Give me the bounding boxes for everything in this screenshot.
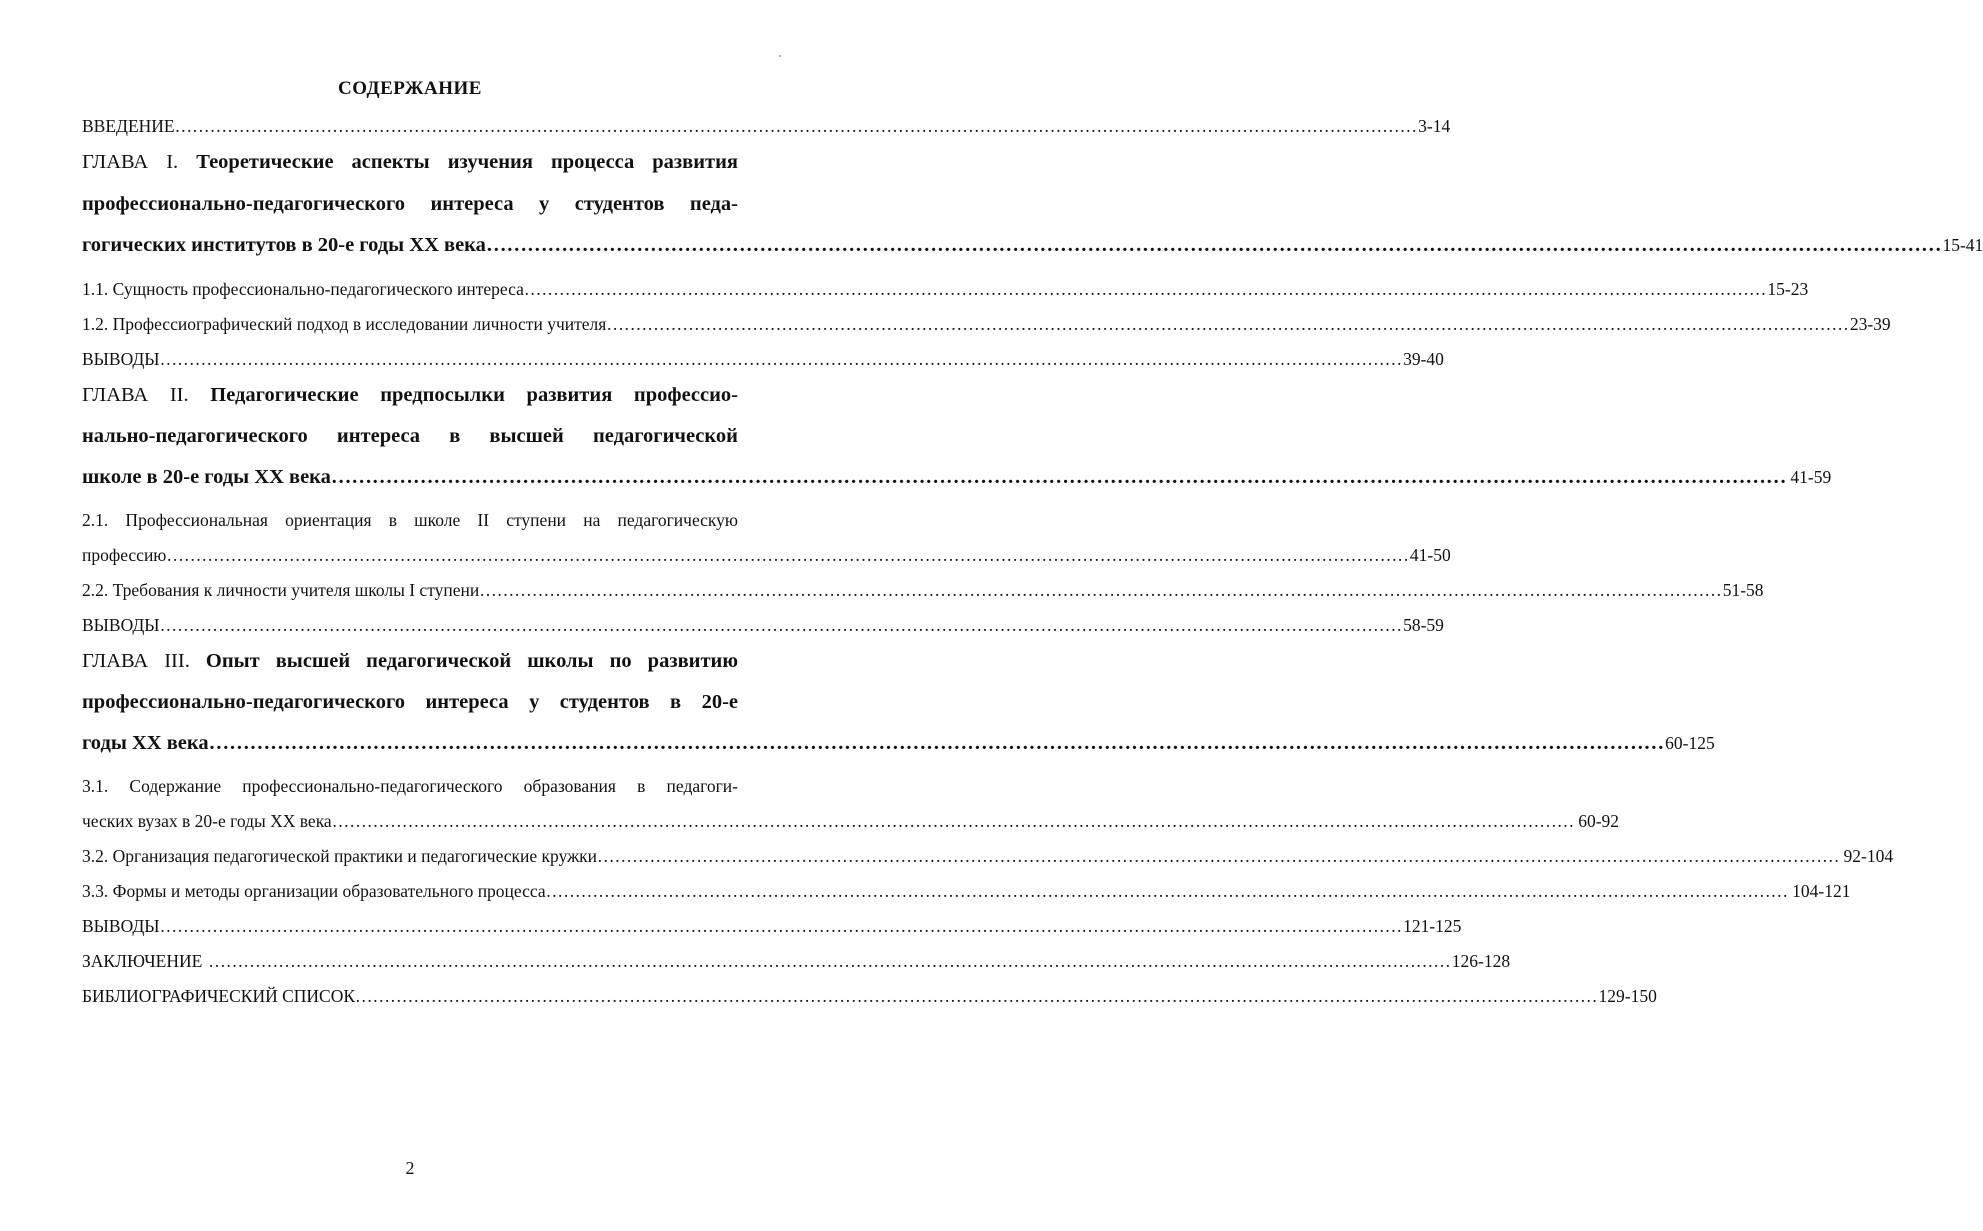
chapter-prefix: ГЛАВА II.	[82, 384, 189, 406]
toc-leader-dots	[597, 846, 1840, 867]
chapter-title-part: гогических институтов в 20-е годы XX века	[82, 234, 486, 256]
toc-chapter-3-line-1	[82, 650, 738, 673]
scan-speck	[779, 55, 781, 57]
toc-label: 1.1. Сущность профессионально-педагогического интереса	[82, 279, 524, 299]
toc-pages: 39-40	[1403, 349, 1444, 369]
toc-label: 2.2. Требования к личности учителя школы I ступени	[82, 580, 480, 600]
toc-leader-dots	[606, 314, 1849, 335]
chapter-prefix: ГЛАВА I.	[82, 151, 179, 173]
toc-entry-conclusion	[82, 951, 1511, 972]
toc-chapter-2-line-2: нально-педагогического интереса в высшей педагогической	[82, 425, 738, 447]
toc-pages: 41-59	[1790, 467, 1832, 487]
chapter-title-part: Опыт высшей педагогической школы по развитию	[205, 650, 739, 672]
toc-pages: 3-14	[1418, 116, 1451, 136]
toc-pages: 121-125	[1403, 916, 1462, 936]
chapter-prefix: ГЛАВА III.	[82, 650, 190, 672]
toc-pages: 58-59	[1403, 615, 1444, 635]
toc-pages: 41-50	[1409, 545, 1451, 565]
toc-entry-3-2	[82, 846, 1894, 867]
toc-leader-dots	[160, 349, 1403, 370]
toc-entry-conclusions-1	[82, 349, 1444, 370]
toc-pages: 104-121	[1792, 881, 1851, 901]
toc-pages: 126-128	[1451, 951, 1511, 971]
toc-pages: 60-125	[1665, 733, 1715, 753]
chapter-title-part: Педагогические предпосылки развития профессио-	[210, 384, 738, 406]
toc-entry-intro	[82, 116, 1451, 137]
toc-entry-3-3	[82, 881, 1851, 902]
toc-entry-1-1	[82, 279, 1809, 300]
chapter-title-part: школе в 20-е годы XX века	[82, 466, 331, 488]
chapter-title-part: годы XX века	[82, 732, 209, 754]
toc-label: ВЫВОДЫ	[82, 916, 160, 936]
toc-label: ческих вузах в 20-е годы XX века	[82, 811, 332, 831]
toc-leader-dots	[479, 580, 1722, 601]
toc-leader-dots	[166, 545, 1409, 566]
toc-entry-bibliography	[82, 986, 1657, 1007]
page-title: СОДЕРЖАНИЕ	[338, 78, 482, 99]
toc-leader-dots	[355, 986, 1598, 1007]
toc-pages: 23-39	[1849, 314, 1891, 334]
toc-entry-2-1-line-1: 2.1. Профессиональная ориентация в школе II ступени на педагогическую	[82, 510, 738, 530]
toc-leader-dots	[524, 279, 1767, 300]
toc-chapter-1-line-2: профессионально-педагогического интереса у студентов педа-	[82, 193, 738, 215]
chapter-title-part: Теоретические аспекты изучения процесса развития	[196, 151, 739, 173]
toc-leader-dots	[331, 466, 1787, 489]
toc-entry-2-2	[82, 580, 1764, 601]
toc-label: 1.2. Профессиографический подход в исследовании личности учителя	[82, 314, 607, 334]
toc-label: БИБЛИОГРАФИЧЕСКИЙ СПИСОК	[82, 986, 356, 1006]
toc-leader-dots	[160, 615, 1403, 636]
toc-entry-1-2	[82, 314, 1891, 335]
toc-leader-dots	[546, 881, 1789, 902]
toc-leader-dots	[175, 116, 1418, 137]
toc-pages: 129-150	[1598, 986, 1657, 1006]
toc-label: ЗАКЛЮЧЕНИЕ	[82, 951, 203, 971]
toc-entry-2-1-line-2	[82, 545, 1451, 566]
toc-pages: 51-58	[1722, 580, 1764, 600]
toc-label: профессию	[82, 545, 167, 565]
toc-chapter-1-line-3	[82, 234, 1983, 257]
toc-chapter-3-line-3	[82, 732, 1715, 755]
toc-entry-3-1-line-1: 3.1. Содержание профессионально-педагогического образования в педагоги-	[82, 776, 738, 796]
toc-leader-dots	[209, 732, 1665, 755]
toc-label: ВЫВОДЫ	[82, 349, 160, 369]
toc-pages: 92-104	[1843, 846, 1894, 866]
toc-chapter-3-line-2: профессионально-педагогического интереса у студентов в 20-е	[82, 691, 738, 713]
page-number: 2	[405, 1158, 415, 1178]
toc-entry-conclusions-3	[82, 916, 1462, 937]
toc-pages: 60-92	[1578, 811, 1620, 831]
toc-chapter-2-line-1	[82, 384, 738, 407]
toc-leader-dots	[202, 951, 1451, 972]
toc-pages: 15-23	[1767, 279, 1809, 299]
toc-leader-dots	[160, 916, 1403, 937]
toc-chapter-1-line-1	[82, 151, 738, 174]
toc-entry-conclusions-2	[82, 615, 1444, 636]
toc-leader-dots	[486, 234, 1942, 257]
toc-leader-dots	[332, 811, 1575, 832]
toc-label: ВВЕДЕНИЕ	[82, 116, 175, 136]
toc-label: ВЫВОДЫ	[82, 615, 160, 635]
toc-chapter-2-line-3	[82, 466, 1832, 489]
toc-label: 3.3. Формы и методы организации образовательного процесса	[82, 881, 546, 901]
toc-label: 3.2. Организация педагогической практики и педагогические кружки	[82, 846, 598, 866]
toc-pages: 15-41	[1942, 235, 1983, 255]
toc-entry-3-1-line-2	[82, 811, 1620, 832]
